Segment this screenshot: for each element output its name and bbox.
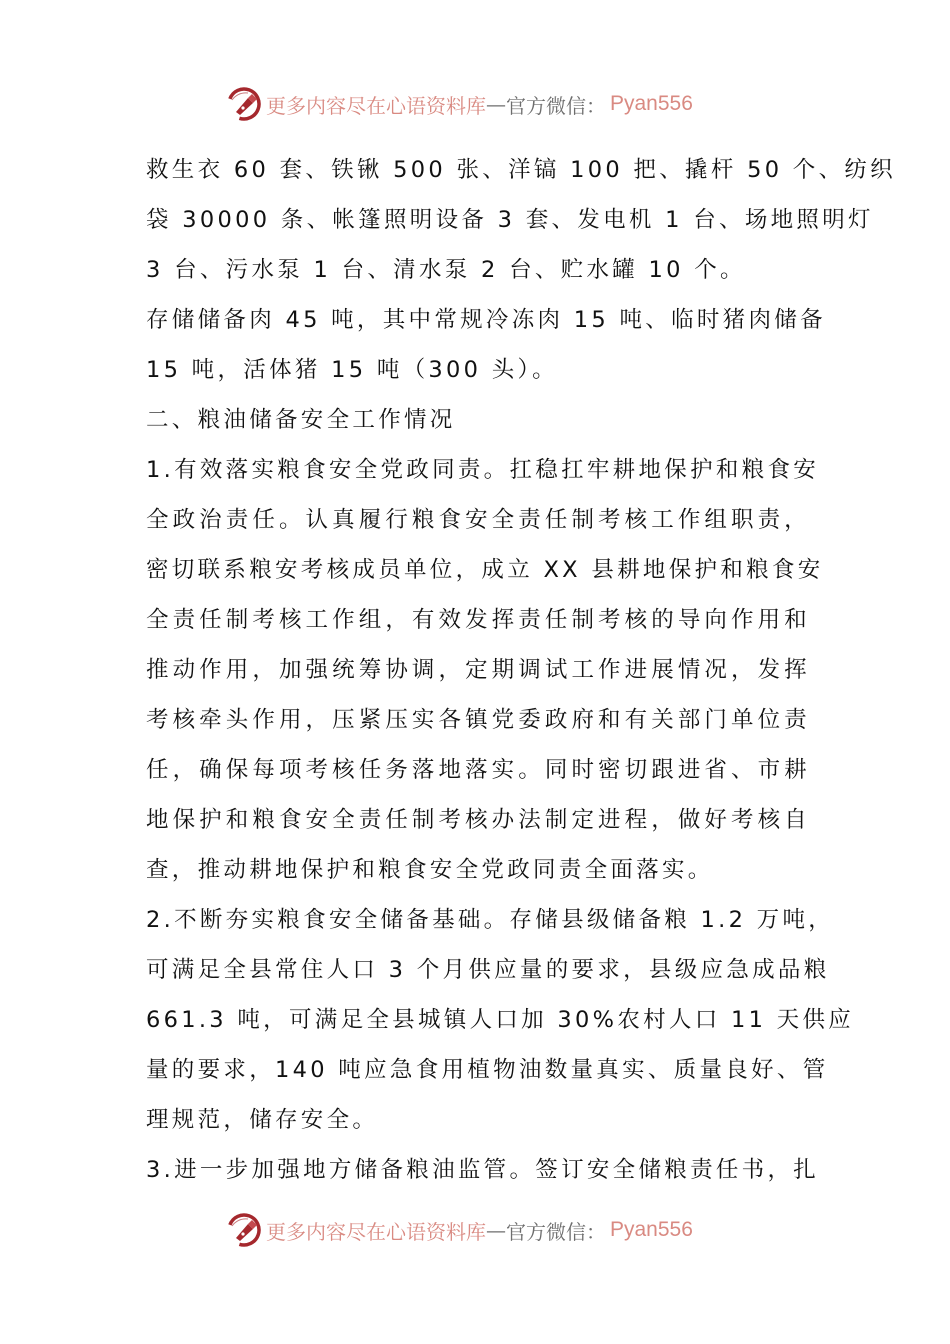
site-name-text: 更多内容尽在心语资料库: [266, 1219, 486, 1244]
text-line: 可满足全县常住人口 3 个月供应量的要求，县级应急成品粮: [146, 957, 830, 983]
text-line: 推动作用，加强统筹协调，定期调试工作进展情况，发挥: [146, 657, 810, 683]
header-banner: [226, 84, 693, 124]
text-line: 救生衣 60 套、铁锹 500 张、洋镐 100 把、撬杆 50 个、纺织: [146, 157, 896, 183]
text-line: 2.不断夯实粮食安全储备基础。存储县级储备粮 1.2 万吨，: [146, 907, 835, 933]
text-line: 二、粮油储备安全工作情况: [146, 407, 456, 433]
text-line: 15 吨，活体猪 15 吨（300 头）。: [146, 357, 558, 383]
wechat-id: Pyan556: [610, 92, 693, 115]
text-line: 3.进一步加强地方储备粮油监管。签订安全储粮责任书，扎: [146, 1157, 820, 1183]
text-line: 地保护和粮食安全责任制考核办法制定进程，做好考核自: [146, 807, 810, 833]
text-line: 查，推动耕地保护和粮食安全党政同责全面落实。: [146, 857, 714, 883]
pen-nib-logo-icon: [226, 86, 262, 122]
text-line: 密切联系粮安考核成员单位，成立 XX 县耕地保护和粮食安: [146, 557, 824, 583]
text-line: 任，确保每项考核任务落地落实。同时密切跟进省、市耕: [146, 757, 810, 783]
text-line: 3 台、污水泵 1 台、清水泵 2 台、贮水罐 10 个。: [146, 257, 746, 283]
site-name-text: 更多内容尽在心语资料库: [266, 93, 486, 118]
wechat-id: Pyan556: [610, 1218, 693, 1241]
document-body: [146, 145, 896, 1195]
separator-dash: —: [486, 92, 506, 116]
wechat-label: 官方微信：: [506, 93, 606, 118]
wechat-label: 官方微信：: [506, 1219, 606, 1244]
text-line: 1.有效落实粮食安全党政同责。扛稳扛牢耕地保护和粮食安: [146, 457, 820, 483]
text-line: 袋 30000 条、帐篷照明设备 3 套、发电机 1 台、场地照明灯: [146, 207, 874, 233]
text-line: 661.3 吨，可满足全县城镇人口加 30%农村人口 11 天供应: [146, 1007, 855, 1033]
text-line: 量的要求，140 吨应急食用植物油数量真实、质量良好、管: [146, 1057, 829, 1083]
text-line: 全责任制考核工作组，有效发挥责任制考核的导向作用和: [146, 607, 810, 633]
text-line: 全政治责任。认真履行粮食安全责任制考核工作组职责，: [146, 507, 810, 533]
text-line: 理规范，储存安全。: [146, 1107, 379, 1133]
text-line: 存储储备肉 45 吨，其中常规冷冻肉 15 吨、临时猪肉储备: [146, 307, 826, 333]
separator-dash: —: [486, 1218, 506, 1242]
pen-nib-logo-icon: [226, 1212, 262, 1248]
text-line: 考核牵头作用，压紧压实各镇党委政府和有关部门单位责: [146, 707, 810, 733]
footer-banner: [226, 1210, 693, 1250]
